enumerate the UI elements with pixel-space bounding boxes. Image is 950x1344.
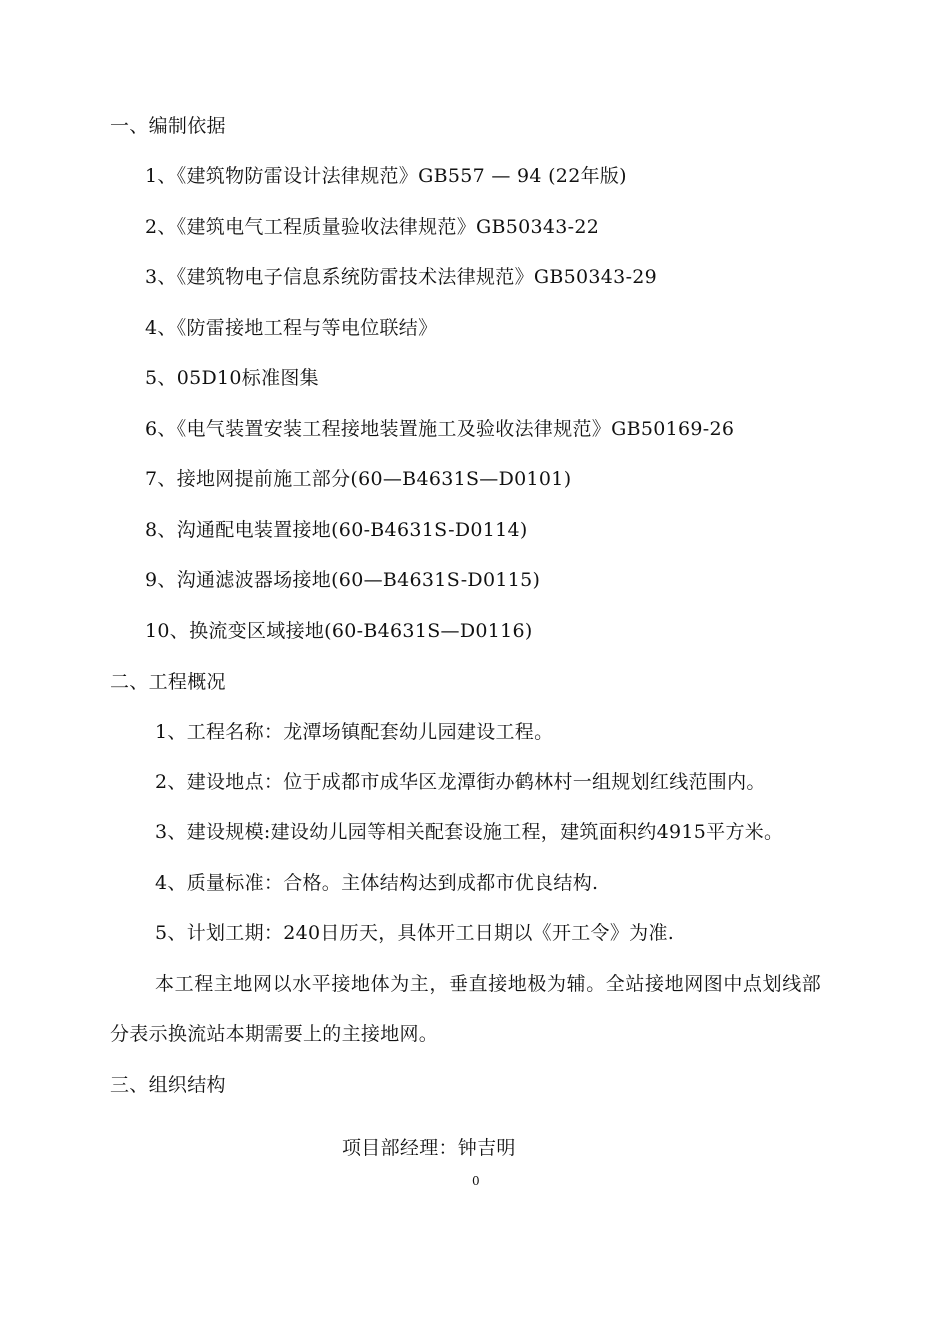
section-heading-organization: 三、组织结构 bbox=[110, 1074, 226, 1096]
overview-item-5: 5、计划工期：240日历天，具体开工日期以《开工令》为准. bbox=[155, 922, 675, 944]
overview-paragraph-line-1: 本工程主地网以水平接地体为主，垂直接地极为辅。全站接地网图中点划线部 bbox=[155, 973, 822, 995]
overview-paragraph-line-2: 分表示换流站本期需要上的主接地网。 bbox=[110, 1023, 439, 1045]
section-heading-basis: 一、编制依据 bbox=[110, 115, 226, 137]
basis-item-10: 10、换流变区域接地(60-B4631S—D0116) bbox=[145, 620, 533, 642]
basis-item-4: 4、《防雷接地工程与等电位联结》 bbox=[145, 317, 438, 339]
basis-item-6: 6、《电气装置安装工程接地装置施工及验收法律规范》GB50169-26 bbox=[145, 418, 735, 440]
page-number: 0 bbox=[472, 1174, 480, 1188]
basis-item-7: 7、接地网提前施工部分(60—B4631S—D0101) bbox=[145, 468, 572, 490]
overview-item-1: 1、工程名称：龙潭场镇配套幼儿园建设工程。 bbox=[155, 721, 554, 743]
basis-item-5: 5、05D10标准图集 bbox=[145, 367, 319, 389]
section-heading-overview: 二、工程概况 bbox=[110, 671, 226, 693]
overview-item-4: 4、质量标准：合格。主体结构达到成都市优良结构. bbox=[155, 872, 599, 894]
basis-item-3: 3、《建筑物电子信息系统防雷技术法律规范》GB50343-29 bbox=[145, 266, 658, 288]
basis-item-9: 9、沟通滤波器场接地(60—B4631S-D0115) bbox=[145, 569, 541, 591]
basis-item-2: 2、《建筑电气工程质量验收法律规范》GB50343-22 bbox=[145, 216, 600, 238]
project-manager: 项目部经理：钟吉明 bbox=[342, 1137, 516, 1159]
overview-item-2: 2、建设地点：位于成都市成华区龙潭街办鹤林村一组规划红线范围内。 bbox=[155, 771, 766, 793]
overview-item-3: 3、建设规模:建设幼儿园等相关配套设施工程，建筑面积约4915平方米。 bbox=[155, 821, 784, 843]
basis-item-1: 1、《建筑物防雷设计法律规范》GB557 — 94 (22年版) bbox=[145, 165, 627, 187]
basis-item-8: 8、沟通配电装置接地(60-B4631S-D0114) bbox=[145, 519, 528, 541]
